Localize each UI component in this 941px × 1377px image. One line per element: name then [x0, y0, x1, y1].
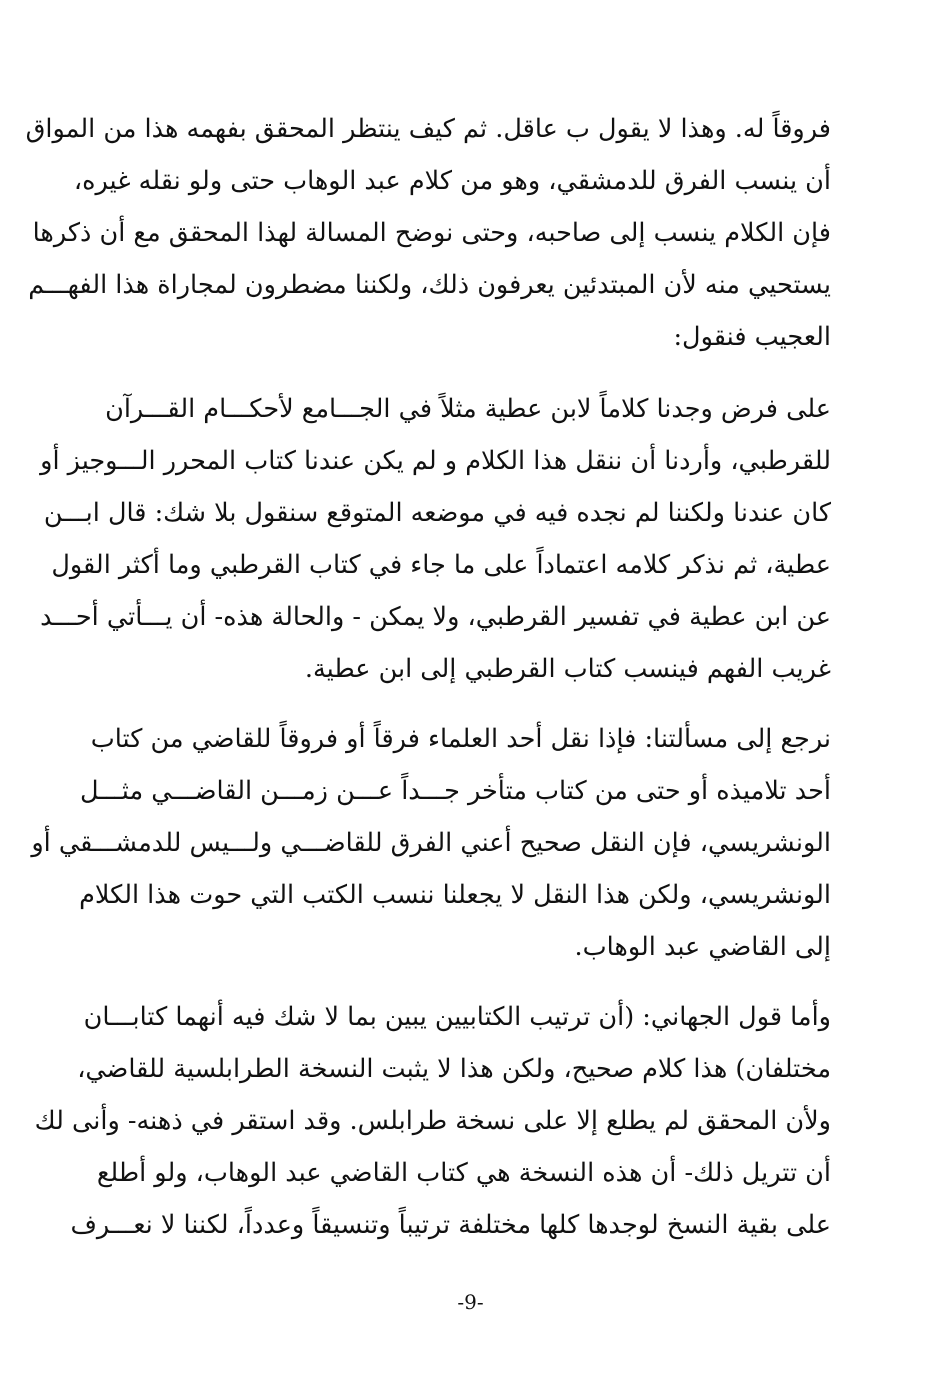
paragraph-line: إلى القاضي عبد الوهاب.	[574, 932, 831, 962]
paragraph-line: عن ابن عطية في تفسير القرطبي، ولا يمكن - والحالة هذه- أن يـــأتي أحـــد	[40, 602, 831, 632]
paragraph-line: فروقاً له. وهذا لا يقول ب عاقل. ثم كيف ينتظر المحقق بفهمه هذا من المواق	[25, 114, 831, 144]
paragraph-line: وأما قول الجهاني: (أن ترتيب الكتابيين يبين بما لا شك فيه أنهما كتابـــان	[83, 1002, 831, 1032]
paragraph-line: الونشريسي، فإن النقل صحيح أعني الفرق للقاضـــي ولـــيس للدمشـــقي أو	[31, 828, 831, 858]
paragraph-line: على بقية النسخ لوجدها كلها مختلفة ترتيباً وتنسيقاً وعدداً، لكننا لا نعـــرف	[70, 1210, 831, 1240]
paragraph-2	[40, 384, 831, 696]
paragraph-3	[31, 714, 831, 974]
paragraph-line: ولأن المحقق لم يطلع إلا على نسخة طرابلس. وقد استقر في ذهنه- وأنى لك	[34, 1106, 831, 1136]
paragraph-line: أن تتريل ذلك- أن هذه النسخة هي كتاب القاضي عبد الوهاب، ولو أطلع	[96, 1158, 831, 1188]
paragraph-line: عطية، ثم نذكر كلامه اعتماداً على ما جاء في كتاب القرطبي وما أكثر القول	[51, 550, 831, 580]
paragraph-line: مختلفان) هذا كلام صحيح، ولكن هذا لا يثبت النسخة الطرابلسية للقاضي،	[77, 1054, 831, 1084]
paragraph-line: على فرض وجدنا كلاماً لابن عطية مثلاً في الجـــامع لأحكـــام القـــرآن	[105, 394, 831, 424]
paragraph-line: أحد تلاميذه أو حتى من كتاب متأخر جـــداً عـــن زمـــن القاضـــي مثـــل	[80, 776, 831, 806]
paragraph-line: للقرطبي، وأردنا أن ننقل هذا الكلام و لم يكن عندنا كتاب المحرر الـــوجيز أو	[40, 446, 831, 476]
page-number: -9-	[457, 1290, 484, 1314]
paragraph-line: نرجع إلى مسألتنا: فإذا نقل أحد العلماء فرقاً أو فروقاً للقاضي من كتاب	[90, 724, 831, 754]
paragraph-1	[25, 104, 831, 364]
paragraph-line: يستحيي منه لأن المبتدئين يعرفون ذلك، ولكننا مضطرون لمجاراة هذا الفهـــم	[28, 270, 831, 300]
paragraph-4	[34, 992, 831, 1252]
paragraph-line: أن ينسب الفرق للدمشقي، وهو من كلام عبد الوهاب حتى ولو نقله غيره،	[73, 166, 831, 196]
paragraph-line: الونشريسي، ولكن هذا النقل لا يجعلنا ننسب الكتب التي حوت هذا الكلام	[79, 880, 831, 910]
paragraph-line: كان عندنا ولكننا لم نجده فيه في موضعه المتوقع سنقول بلا شك: قال ابـــن	[43, 498, 831, 528]
paragraph-line: فإن الكلام ينسب إلى صاحبه، وحتى نوضح المسالة لهذا المحقق مع أن ذكرها	[32, 218, 831, 248]
paragraph-line: غريب الفهم فينسب كتاب القرطبي إلى ابن عطية.	[304, 654, 831, 684]
paragraph-line: العجيب فنقول:	[673, 322, 831, 352]
